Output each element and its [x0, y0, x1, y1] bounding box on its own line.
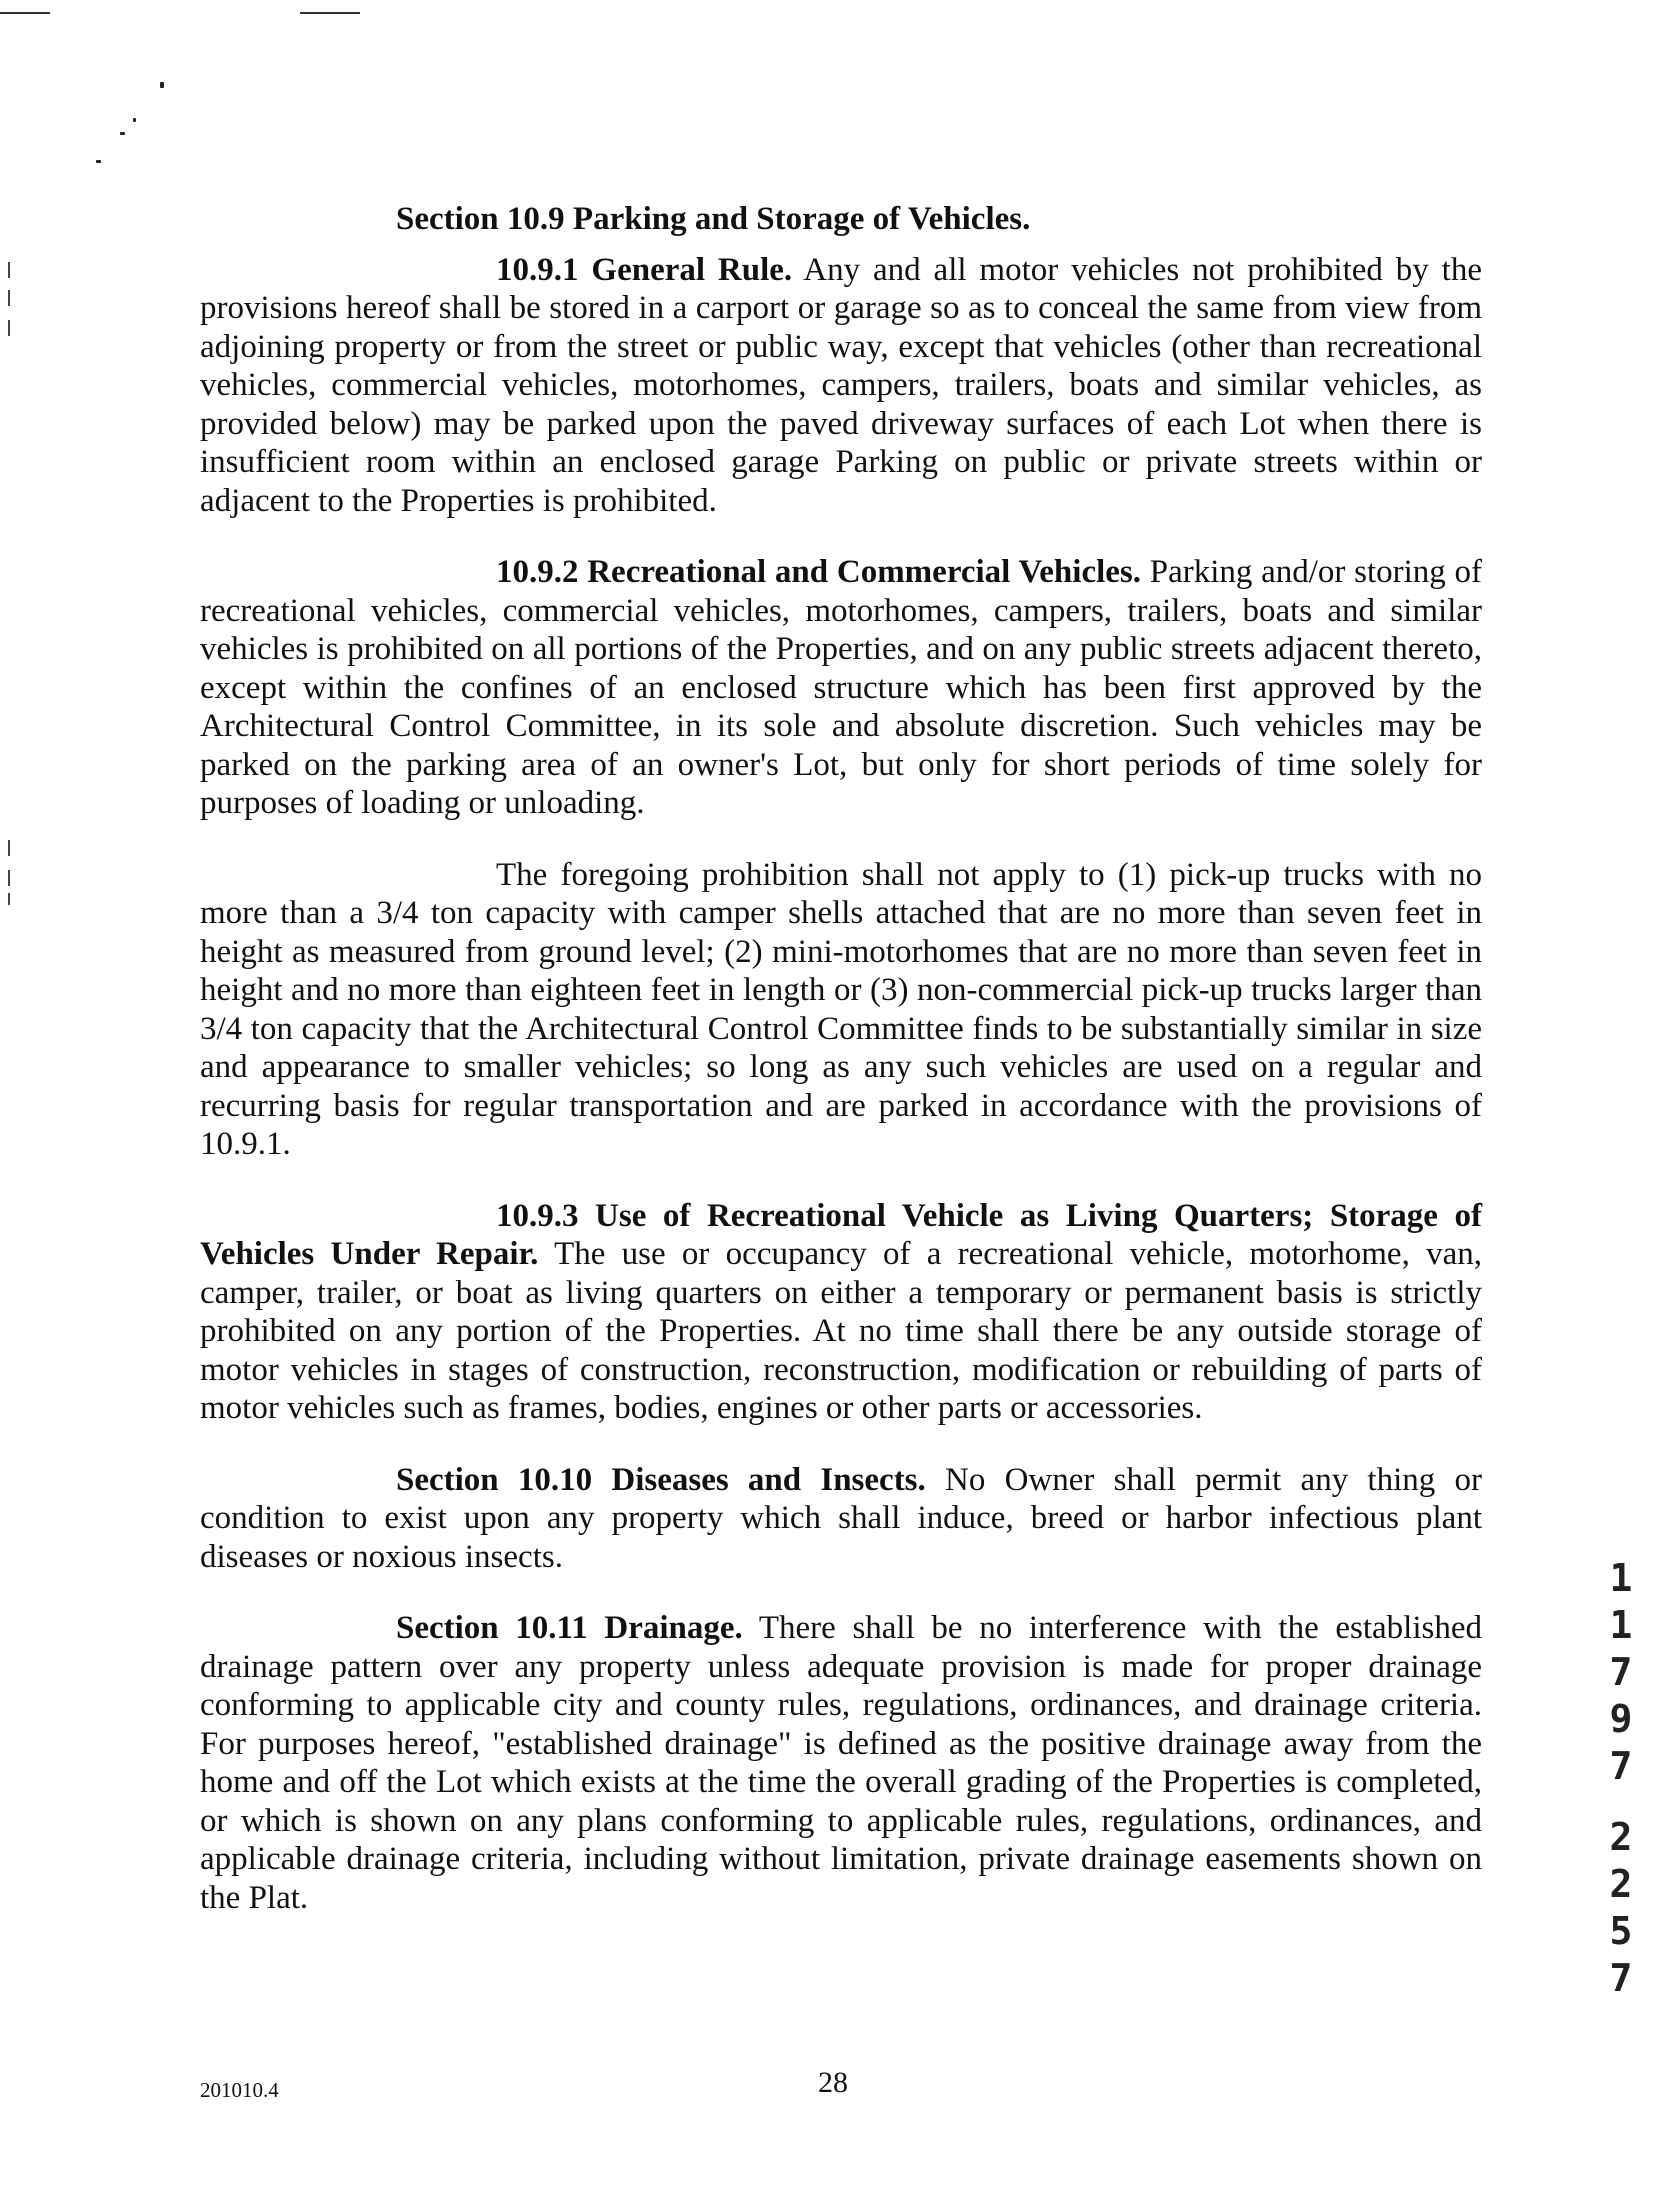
subsection-heading-10-9-1: 10.9.1 General Rule.	[496, 251, 793, 288]
section-heading-10-11: Section 10.11 Drainage.	[396, 1610, 743, 1646]
scan-margin-tick	[8, 840, 10, 856]
paragraph-10-9-2-exception: The foregoing prohibition shall not apply to (1) pick-up trucks with no more than a 3/4 ton capacity with camper shells attached that are no more than seven feet in height as measured from ground level; (2) mini-motorhomes that are no more than seven feet in height and no more than eighteen feet in length or (3) non-commercial pick-up trucks larger than 3/4 ton capacity that the Architectural Control Committee finds to be substantially similar in size and appearance to smaller vehicles; so long as any such vehicles are used on a regular and recurring basis for regular transportation and are parked in accordance with the provisions of 10.9.1.	[200, 856, 1482, 1162]
paragraph-10-9-2	[200, 553, 1482, 823]
paragraph-text: The use or occupancy of a recreational vehicle, motorhome, van, camper, trailer, or boat as living quarters on either a temporary or permanent basis is strictly prohibited on any portion of the Properties. At no time shall there be any outside storage of motor vehicles in stages of construction, reconstruction, modification or rebuilding of parts of motor vehicles such as frames, bodies, engines or other parts or accessories.	[200, 1236, 1482, 1426]
section-heading-10-10: Section 10.10 Diseases and Insects.	[396, 1461, 926, 1498]
paragraph-text: Any and all motor vehicles not prohibited by the provisions hereof shall be stored in a carport or garage so as to conceal the same from view from adjoining property or from the street or public way, except that vehicles (other than recreational vehicles, commercial vehicles, motorhomes, campers, trailers, boats and similar vehicles, as provided below) may be parked upon the paved driveway surfaces of each Lot when there is insufficient room within an enclosed garage Parking on public or private streets within or adjacent to the Properties is prohibited.	[200, 251, 1482, 519]
stamp-digit: 2	[1609, 1815, 1633, 1859]
scan-artifact-line	[300, 12, 360, 14]
scan-margin-tick	[8, 320, 10, 336]
document-id: 201010.4	[200, 2078, 279, 2102]
subsection-heading-10-9-3: 10.9.3 Use of Recreational Vehicle as Living Quarters; Storage of Vehicles Under Repair.	[200, 1197, 1482, 1272]
stamp-gap	[1598, 1790, 1644, 1814]
paragraph-10-11	[200, 1609, 1482, 1917]
paragraph-10-10	[200, 1461, 1482, 1577]
scan-margin-tick	[8, 290, 10, 306]
stamp-digit: 1	[1609, 1603, 1633, 1647]
scan-speck	[160, 82, 164, 88]
stamp-digit: 7	[1609, 1650, 1633, 1694]
paragraph-text: No Owner shall permit any thing or condition to exist upon any property which shall induce, breed or harbor infectious plant diseases or noxious insects.	[200, 1461, 1482, 1575]
stamp-digit: 5	[1609, 1909, 1633, 1953]
page-number: 28	[818, 2066, 848, 2099]
scan-margin-tick	[8, 870, 10, 886]
document-body	[200, 200, 1482, 1950]
scan-speck	[133, 118, 136, 122]
scan-artifact-line	[0, 12, 50, 14]
scan-margin-tick	[8, 262, 10, 278]
stamp-digit: 2	[1609, 1862, 1633, 1906]
recording-number-stamp	[1598, 1555, 1644, 2002]
stamp-digit: 9	[1609, 1697, 1633, 1741]
scan-speck	[96, 160, 101, 163]
scan-margin-tick	[8, 893, 10, 905]
section-heading-10-9: Section 10.9 Parking and Storage of Vehicles.	[396, 201, 1031, 237]
paragraph-10-9-3	[200, 1197, 1482, 1428]
scan-speck	[120, 132, 125, 135]
paragraph-text: Parking and/or storing of recreational vehicles, commercial vehicles, motorhomes, campers, trailers, boats and similar vehicles is prohibited on all portions of the Properties, and on any public streets adjacent thereto, except within the confines of an enclosed structure which has been first approved by the Architectural Control Committee, in its sole and absolute discretion. Such vehicles may be parked on the parking area of an owner's Lot, but only for short periods of time solely for purposes of loading or unloading.	[200, 554, 1482, 821]
stamp-digit: 1	[1609, 1556, 1633, 1600]
stamp-digit: 7	[1609, 1956, 1633, 2000]
stamp-digit: 7	[1609, 1744, 1633, 1788]
subsection-heading-10-9-2: 10.9.2 Recreational and Commercial Vehicles.	[496, 554, 1141, 590]
paragraph-text: There shall be no interference with the established drainage pattern over any property unless adequate provision is made for proper drainage conforming to applicable city and county rules, regulations, ordinances, and drainage criteria. For purposes hereof, "established drainage" is defined as the positive drainage away from the home and off the Lot which exists at the time the overall grading of the Properties is completed, or which is shown on any plans conforming to applicable rules, regulations, ordinances, and applicable drainage criteria, including without limitation, private drainage easements shown on the Plat.	[200, 1610, 1482, 1916]
paragraph-10-9-1	[200, 251, 1482, 521]
